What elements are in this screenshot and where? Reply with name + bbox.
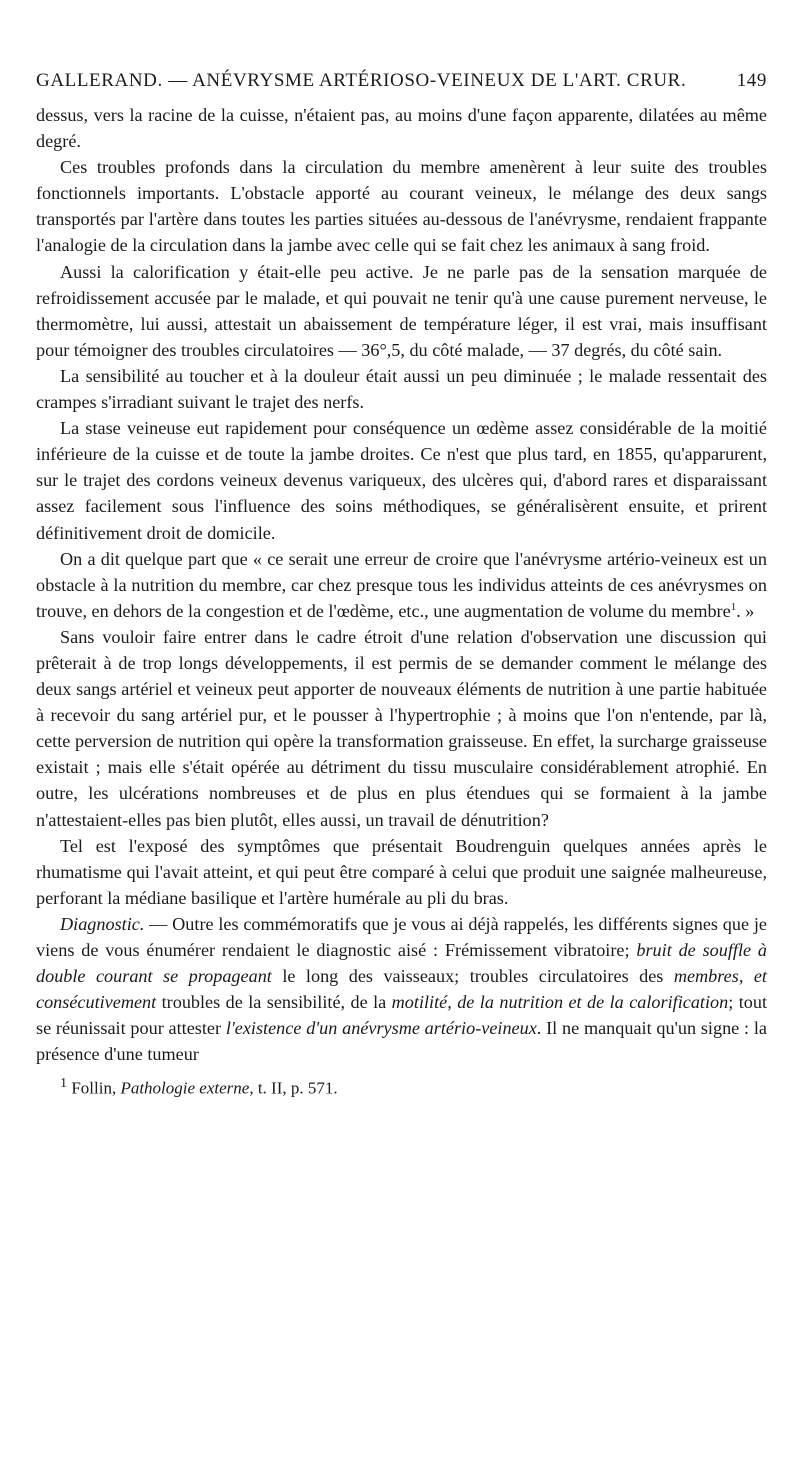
- italic-run: membres, et consécutivement: [36, 966, 767, 1013]
- text-run: troubles de la sensibilité, de la: [156, 992, 392, 1013]
- italic-run: bruit de souffle à double courant se propageant: [36, 940, 767, 987]
- paragraph: dessus, vers la racine de la cuisse, n'étaient pas, au moins d'une façon apparente, dilatées au même degré.: [36, 105, 767, 152]
- italic-run: motilité, de la nutrition et de la calorification: [391, 992, 729, 1013]
- body-text: [36, 102, 767, 1067]
- footnote-title: Pathologie externe: [120, 1079, 250, 1099]
- italic-run: l'existence d'un anévrysme artério-veineux: [225, 1018, 537, 1039]
- footnote-ref: 1: [730, 600, 737, 613]
- paragraph: [36, 546, 767, 624]
- book-page: [36, 70, 767, 1101]
- footnote-author: Follin,: [71, 1079, 121, 1099]
- footnote: [36, 1071, 767, 1101]
- running-title: GALLERAND. — ANÉVRYSME ARTÉRIOSO-VEINEUX DE L'ART. CRUR.: [36, 70, 687, 91]
- paragraph: Tel est l'exposé des symptômes que présentait Boudrenguin quelques années après le rhumatisme qui l'avait atteint, et qui peut être comparé à celui que produit une saignée malheureuse, perforant la médiane basilique et l'artère humérale au pli du bras.: [36, 835, 767, 908]
- diagnostic-label: Diagnostic.: [60, 913, 145, 934]
- quote-end: . »: [736, 600, 755, 621]
- text-run: . Il ne manquait qu'un signe : la présence d'une tumeur: [36, 1018, 767, 1065]
- diagnostic-paragraph: [36, 911, 767, 1068]
- running-header: [36, 70, 767, 100]
- page-number: 149: [736, 70, 767, 91]
- text-run: — Outre les commémoratifs que je vous ai déjà rappelés, les différents signes que je viens de vous énumérer rendaient le diagnostic aisé : Frémissement vibratoire;: [36, 913, 767, 960]
- text-run: le long des vaisseaux; troubles circulatoires des: [271, 966, 674, 987]
- paragraph: La sensibilité au toucher et à la douleur était aussi un peu diminuée ; le malade ressentait des crampes s'irradiant suivant le trajet des nerfs.: [36, 365, 767, 413]
- footnote-marker: 1: [60, 1075, 68, 1092]
- paragraph: La stase veineuse eut rapidement pour conséquence un œdème assez considérable de la moitié inférieure de la cuisse et de toute la jambe droites. Ce n'est que plus tard, en 1855, qu'apparurent, sur le trajet des cordons veineux devenus variqueux, des ulcères qui, d'abord rares et disparaissant assez facilement sous l'influence des soins méthodiques, se généralisèrent ensuite, et prirent définitivement droit de domicile.: [36, 418, 767, 543]
- paragraph: Ces troubles profonds dans la circulation du membre amenèrent à leur suite des troubles fonctionnels importants. L'obstacle apporté au courant veineux, le mélange des deux sangs transportés par l'artère dans toutes les parties situées au-dessous de l'anévrysme, rendaient frappante l'analogie de la circulation dans la jambe avec celle qui se fait chez les animaux à sang froid.: [36, 157, 767, 256]
- footnote-rest: , t. II, p. 571.: [249, 1079, 338, 1099]
- quote-text: On a dit quelque part que « ce serait une erreur de croire que l'anévrysme artério-veineux est un obstacle à la nutrition du membre, car chez presque tous les individus atteints de ces anévrysmes on trouve, en dehors de la congestion et de l'œdème, etc., une augmentation de volume du membre: [36, 548, 767, 621]
- paragraph: Aussi la calorification y était-elle peu active. Je ne parle pas de la sensation marquée de refroidissement accusée par le malade, et qui pouvait ne tenir qu'à une cause purement nerveuse, le thermomètre, lui aussi, attestait un abaissement de température léger, il est vrai, mais insuffisant pour témoigner des troubles circulatoires — 36°,5, du côté malade, — 37 degrés, du côté sain.: [36, 261, 767, 360]
- paragraph: Sans vouloir faire entrer dans le cadre étroit d'une relation d'observation une discussion qui prêterait à de trop longs développements, il est permis de se demander comment le mélange des deux sangs artériel et veineux peut apporter de nouveaux éléments de nutrition à une partie habituée à recevoir du sang artériel pur, et le pousser à l'hypertrophie ; à moins que l'on n'entende, par là, cette perversion de nutrition qui opère la transformation graisseuse. En effet, la surcharge graisseuse existait ; mais elle s'était opérée au détriment du tissu musculaire considérablement atrophié. En outre, les ulcérations nombreuses et de plus en plus étendues qui se formaient à la jambe n'attestaient-elles pas bien plutôt, elles aussi, un travail de dénutrition?: [36, 626, 767, 830]
- text-run: ; tout se réunissait pour attester: [36, 992, 767, 1039]
